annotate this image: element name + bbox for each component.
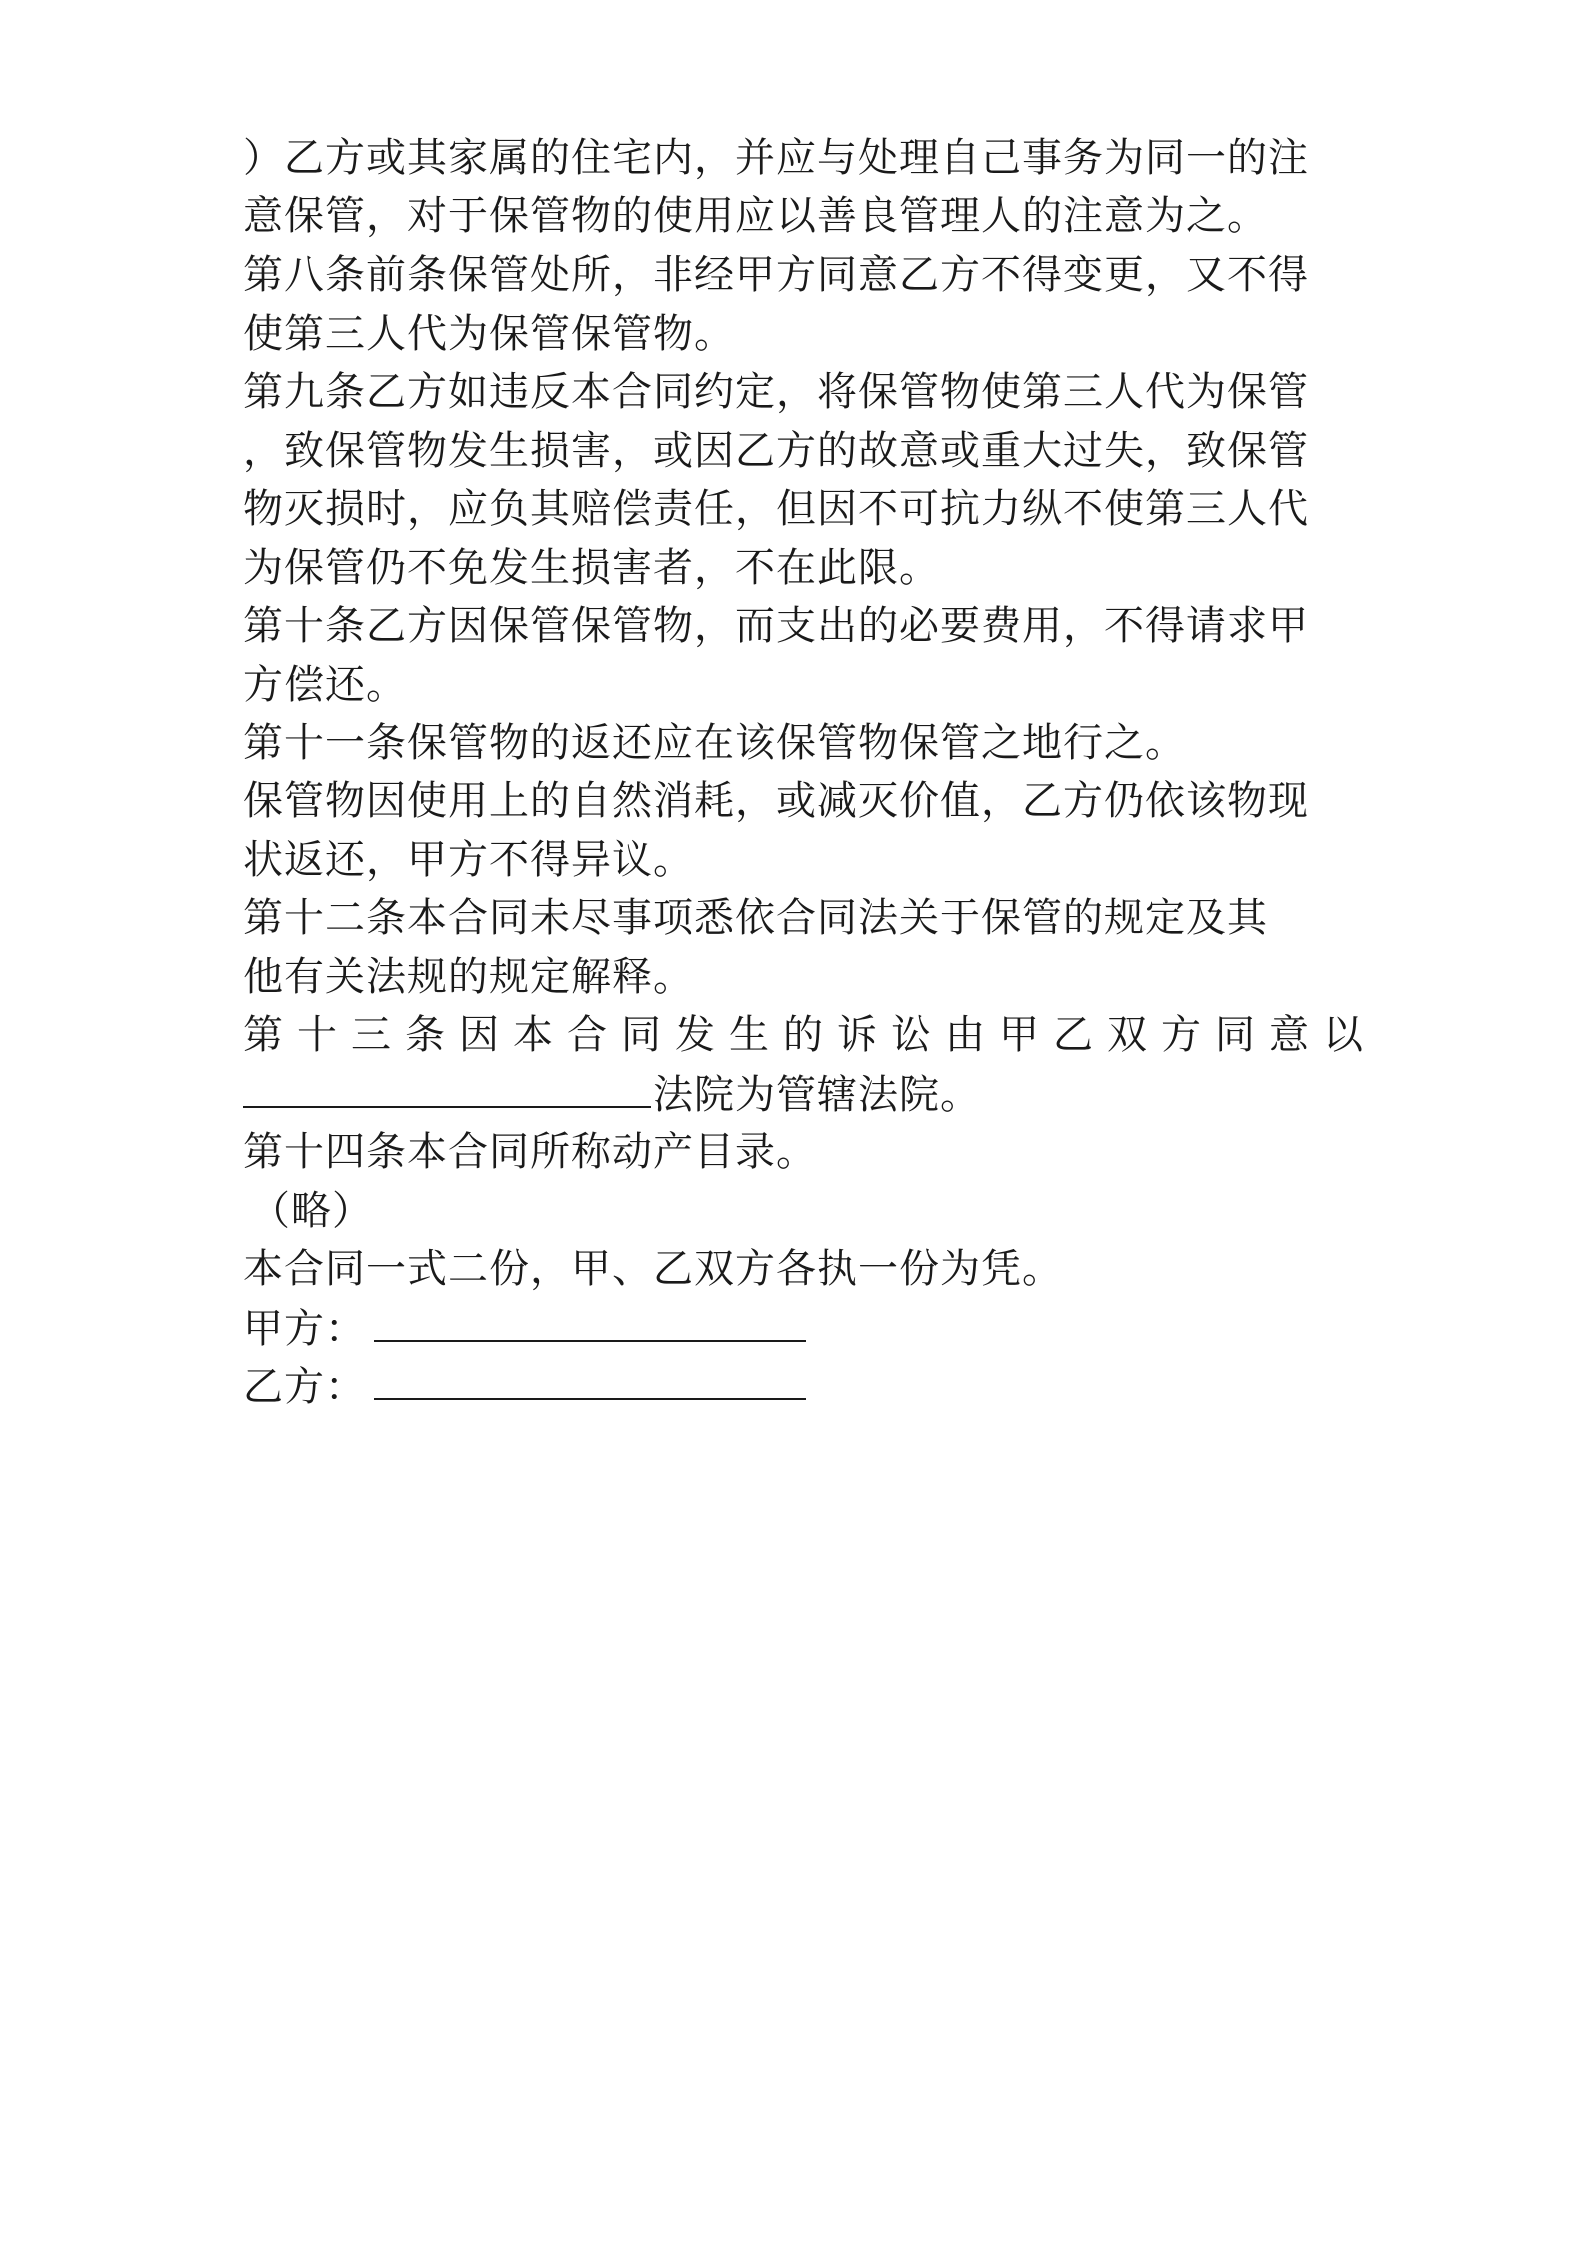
party-a-blank[interactable] (374, 1304, 806, 1342)
article-13-char: 方 (1161, 1012, 1201, 1058)
article-10-line-1: 第十条乙方因保管保管物，而支出的必要费用，不得请求甲 (243, 603, 1309, 649)
article-11-line-3: 状返还，甲方不得异议。 (243, 837, 694, 883)
court-suffix: 法院为管辖法院。 (653, 1072, 981, 1118)
party-a-label: 甲方： (243, 1306, 366, 1352)
text-line-2: 意保管，对于保管物的使用应以善良管理人的注意为之。 (243, 193, 1268, 239)
omitted-note: （略） (250, 1188, 373, 1234)
article-13-char: 由 (945, 1012, 985, 1058)
party-b-label: 乙方： (243, 1364, 366, 1410)
article-13-char: 同 (1215, 1012, 1255, 1058)
article-13-char: 生 (729, 1012, 769, 1058)
article-9-line-3: 物灭损时，应负其赔偿责任，但因不可抗力纵不使第三人代 (243, 486, 1309, 532)
article-13-char: 第 (243, 1012, 283, 1058)
text-line-1: ）乙方或其家属的住宅内，并应与处理自己事务为同一的注 (243, 135, 1309, 181)
article-13-char: 本 (513, 1012, 553, 1058)
article-8-line-2: 使第三人代为保管保管物。 (243, 311, 735, 357)
article-13-char: 三 (351, 1012, 391, 1058)
article-13-line-2 (243, 1070, 1363, 1118)
article-13-line-1 (243, 1011, 1363, 1059)
article-13-char: 甲 (999, 1012, 1039, 1058)
article-9-line-1: 第九条乙方如违反本合同约定，将保管物使第三人代为保管 (243, 369, 1309, 415)
party-b-signature-line (243, 1362, 1363, 1410)
article-13-char: 发 (675, 1012, 715, 1058)
article-13-char: 讼 (891, 1012, 931, 1058)
article-10-line-2: 方偿还。 (243, 662, 407, 708)
article-13-char: 以 (1323, 1012, 1363, 1058)
article-9-line-2: ，致保管物发生损害，或因乙方的故意或重大过失，致保管 (243, 428, 1309, 474)
article-13-char: 双 (1107, 1012, 1147, 1058)
article-12-line-1: 第十二条本合同未尽事项悉依合同法关于保管的规定及其 (243, 895, 1268, 941)
article-14: 第十四条本合同所称动产目录。 (243, 1129, 817, 1175)
article-11-line-2: 保管物因使用上的自然消耗，或减灭价值，乙方仍依该物现 (243, 778, 1309, 824)
party-a-signature-line (243, 1304, 1363, 1352)
article-9-line-4: 为保管仍不免发生损害者，不在此限。 (243, 545, 940, 591)
court-name-blank[interactable] (243, 1070, 651, 1108)
article-12-line-2: 他有关法规的规定解释。 (243, 954, 694, 1000)
article-13-char: 合 (567, 1012, 607, 1058)
article-13-char: 十 (297, 1012, 337, 1058)
article-13-char: 的 (783, 1012, 823, 1058)
article-8-line-1: 第八条前条保管处所，非经甲方同意乙方不得变更，又不得 (243, 252, 1309, 298)
article-11-line-1: 第十一条保管物的返还应在该保管物保管之地行之。 (243, 720, 1186, 766)
copies-statement: 本合同一式二份，甲、乙双方各执一份为凭。 (243, 1246, 1063, 1292)
article-13-char: 同 (621, 1012, 661, 1058)
party-b-blank[interactable] (374, 1362, 806, 1400)
article-13-char: 诉 (837, 1012, 877, 1058)
article-13-char: 条 (405, 1012, 445, 1058)
article-13-char: 乙 (1053, 1012, 1093, 1058)
article-13-char: 因 (459, 1012, 499, 1058)
article-13-char: 意 (1269, 1012, 1309, 1058)
